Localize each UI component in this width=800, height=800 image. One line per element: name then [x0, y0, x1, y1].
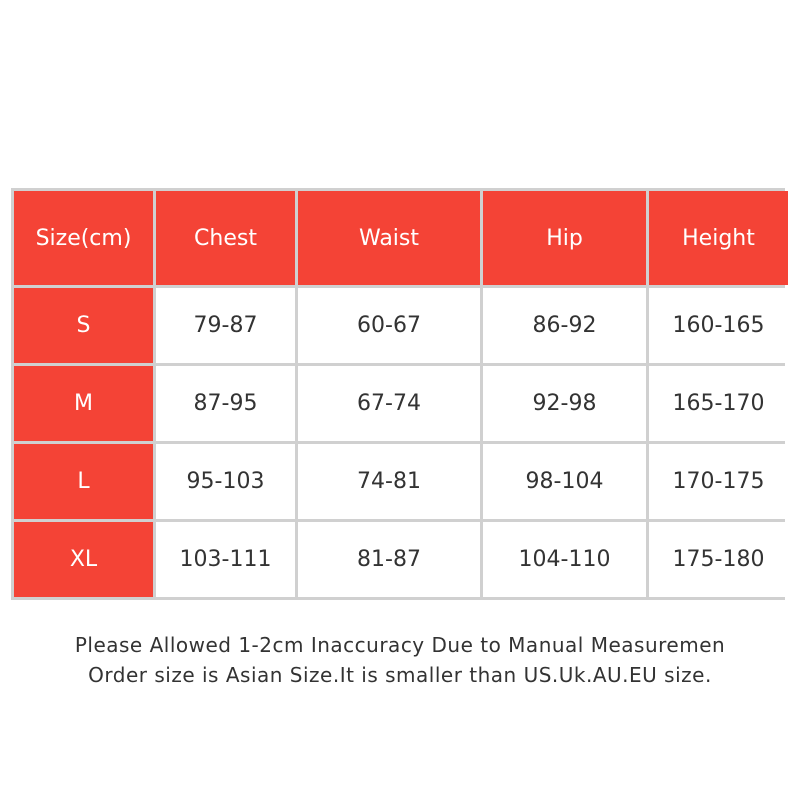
size-label: XL [14, 522, 153, 597]
hip-value: 86-92 [483, 288, 646, 363]
header-waist: Waist [298, 191, 480, 285]
height-value: 170-175 [649, 444, 788, 519]
note-asian-size: Order size is Asian Size.It is smaller than US.Uk.AU.EU size. [88, 663, 712, 687]
size-label: L [14, 444, 153, 519]
size-label: M [14, 366, 153, 441]
waist-value: 74-81 [298, 444, 480, 519]
chest-value: 87-95 [156, 366, 295, 441]
table-row [14, 366, 788, 441]
table-row [14, 522, 788, 597]
waist-value: 60-67 [298, 288, 480, 363]
header-size: Size(cm) [14, 191, 153, 285]
waist-value: 81-87 [298, 522, 480, 597]
size-label: S [14, 288, 153, 363]
note-accuracy: Please Allowed 1-2cm Inaccuracy Due to Manual Measuremen [74, 633, 726, 657]
height-value: 175-180 [649, 522, 788, 597]
height-value: 165-170 [649, 366, 788, 441]
table-row [14, 288, 788, 363]
chest-value: 103-111 [156, 522, 295, 597]
table-row [14, 444, 788, 519]
waist-value: 67-74 [298, 366, 480, 441]
header-hip: Hip [483, 191, 646, 285]
chest-value: 95-103 [156, 444, 295, 519]
size-chart-table [11, 188, 785, 600]
header-row [14, 191, 788, 285]
height-value: 160-165 [649, 288, 788, 363]
size-table [11, 188, 791, 600]
chest-value: 79-87 [156, 288, 295, 363]
hip-value: 104-110 [483, 522, 646, 597]
hip-value: 98-104 [483, 444, 646, 519]
hip-value: 92-98 [483, 366, 646, 441]
size-notes [0, 630, 800, 690]
header-chest: Chest [156, 191, 295, 285]
header-height: Height [649, 191, 788, 285]
